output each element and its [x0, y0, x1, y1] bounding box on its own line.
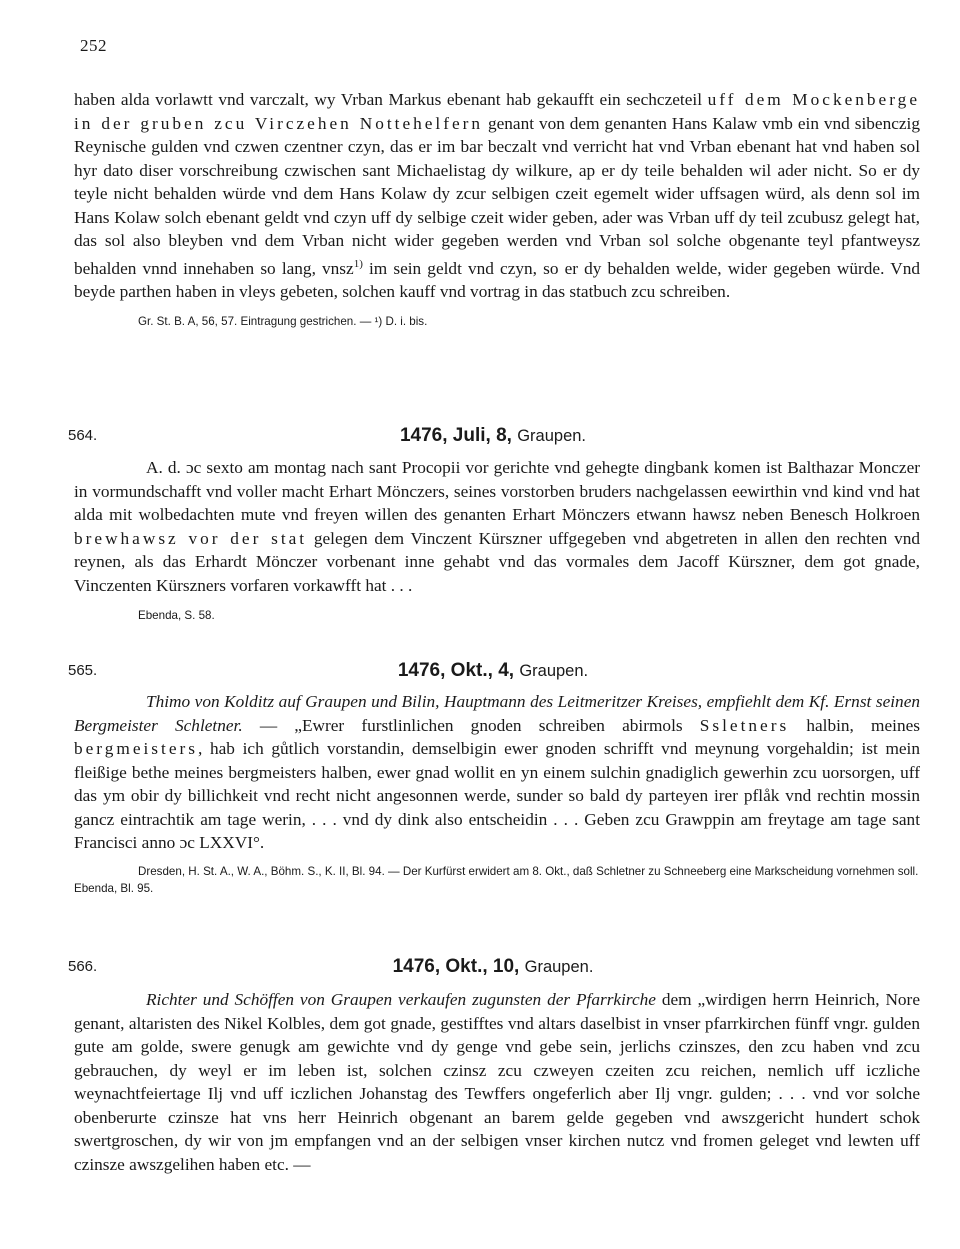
- entry-date: 1476, Okt., 10, Graupen.: [392, 956, 594, 977]
- entry-heading: [68, 425, 918, 451]
- spaced-text: brewhawsz vor der stat: [74, 528, 308, 548]
- page-number: 252: [80, 36, 107, 55]
- entry-text: A. d. ɔc sexto am montag nach sant Procopii vor gerichte vnd gehegte dingbank komen ist Balthazar Monczer in vormundschafft vnd voller macht Erhart Mönczers, seines vorstorben bruders nachgelassen eewirthin vnd kind vnd hat alda mit wolbedachten mute vnd freyen willen des genanten Erhart Mönczers etwann hawsz neben Benesch Holkroen brewhawsz vor der stat gelegen dem Vinczent Kürszner uffgegeben vnd abgetreten in allen den rechten vnd reynen, als das Erhardt Mönczer vorbenant inne gehabt vnd das vormales dem Jacoff Kürszner, dem got gnade, Vinczenten Kürszners vorfaren vorkawfft hat . . .: [74, 458, 920, 595]
- entry-heading: [68, 660, 918, 686]
- entry-place: Graupen.: [519, 662, 589, 680]
- entry-place: Graupen.: [517, 427, 587, 445]
- entry-text: Thimo von Kolditz auf Graupen und Bilin, Hauptmann des Leitmeritzer Kreises, empfiehlt dem Kf. Ernst seinen Bergmeister Schletner. — „Ewrer furstlinlichen gnoden schreiben abirmols Ssletners halbin, meines bergmeisters, hab ich gůtlich vorstandin, demselbigin ewer gnoden schrifft vnd meynung vorgehaldin; ist mein fleißige bethe meines bergmeisters halben, ewer gnad wollit en yn einem sulchin gnadiglich gewerhin zcu uorsorgen, uff das ym obir dy billichkeit vnd recht nicht angesonnen werde, sunder so bald dy parteyen irer pflåk vnd rechtin mossin gancz eintrachtik am tage werin, . . . vnd dy dink also entscheidin . . . Geben zcu Grawppin am freytage am tage sant Francisci anno ɔc LXXVI°.: [74, 692, 921, 852]
- previous-entry-text: haben alda vorlawtt vnd varczalt, wy Vrban Markus ebenant hab gekaufft ein sechczeteil uff dem Mockenberge in der gruben zcu Virczehen Nottehelfern genant von dem genanten Hans Kalaw vmb ein vnd sibenczig Reynische gulden vnd czwen czentner czyn, das er im bar beczalt vnd verricht hat vnd Vrban ebenant hat vnd haben sol hyr dato diser vorschreibung czwischen sant Michaelistag dy wilkure, ap er dy teile behalden wil ader nicht. So er dy teyle nicht behalden würde vnd dem Hans Kolaw dy zcur selbigen czeit egemelt wider uffsagen würd, als denn sol im Hans Kolaw solch ebenant geldt vnd czyn uff dy selbige czeit wider geben, ader was Vrban uff dy teil zcubusz gelegt hat, das sol also bleyben vnd dem Vrban nicht wider gegeben werden vnd Vrban sol solche obgenante teyl pfantweysz behalden vnnd innehaben so lang, vnsz$^{1)}$ im sein geldt vnd czyn, so er dy behalden welde, wider gegeben würde. Vnd beyde parthen haben in vleys gebeten, solchen kauff vnd vortrag in das statbuch zcu schreiben.: [74, 90, 920, 301]
- entry-regest: Richter und Schöffen von Graupen verkaufen zugunsten der Pfarrkirche: [146, 990, 656, 1009]
- entry-body: [74, 456, 920, 624]
- spaced-text: uff dem Mockenberge in der gruben zcu Virczehen Nottehelfern: [74, 90, 920, 133]
- source-note: Dresden, H. St. A., W. A., Böhm. S., K. II, Bl. 94. — Der Kurfürst erwidert am 8. Okt., daß Schletner zu Schneeberg eine Markscheidung vornehmen soll. Ebenda, Bl. 95.: [74, 864, 919, 895]
- entry-date: 1476, Okt., 4, Graupen.: [397, 660, 589, 681]
- entry-place: Graupen.: [524, 958, 594, 976]
- source-note: Ebenda, S. 58.: [138, 609, 215, 622]
- source-note: Gr. St. B. A, 56, 57. Eintragung gestrichen. — ¹) D. i. bis.: [138, 315, 428, 329]
- entry-number: 564.: [68, 427, 98, 444]
- entry-heading: [68, 956, 918, 982]
- entry-text: Richter und Schöffen von Graupen verkaufen zugunsten der Pfarrkirche dem „wirdigen herrn Heinrich, Nore genant, altaristen des Nikel Kolbles, dem got gnade, gestifftes vnd altars daselbist in vnser pfarrkirchen fünff vngr. gulden gute am golde, swere genugk am gewichte vnd dy genge vnd gebe sein, jerlichs czinszes, den zcu haben vnd zcu gebrauchen, dy weyl er im leben ist, solchen czinsz zcu czweyen czeiten zcu reichen, nemlich uff iczliche weynachtfeiertage Ilj vnd uff iczlichen Johanstag des Tewffers ongeferlich aber Ilj vngr. gulden; . . . vnd vor solche obenberurte czinsze hat vns herr Heinrich obgenant an barem gelde gegeben vnd awszgericht hundert schok swertgroschen, dy wir von jm empfangen vnd an der selbigen vnser kirchen nutcz vnd fromen geleget vnd lewten uff czinsze awszgelihen haben etc. —: [74, 990, 920, 1174]
- spaced-text: bergmeisters: [74, 739, 198, 758]
- footnote-marker: 1): [353, 257, 363, 270]
- entry-number: 565.: [68, 662, 98, 679]
- entry-body: [74, 988, 920, 1176]
- entry-number: 566.: [68, 958, 98, 975]
- previous-entry-continuation: [74, 88, 920, 330]
- entry-body: [74, 690, 920, 897]
- entry-regest: Thimo von Kolditz auf Graupen und Bilin, Hauptmann des Leitmeritzer Kreises, empfiehlt dem Kf. Ernst seinen Bergmeister Schletner.: [74, 692, 920, 735]
- spaced-text: Ssletners: [699, 715, 790, 735]
- entry-date: 1476, Juli, 8, Graupen.: [399, 425, 587, 446]
